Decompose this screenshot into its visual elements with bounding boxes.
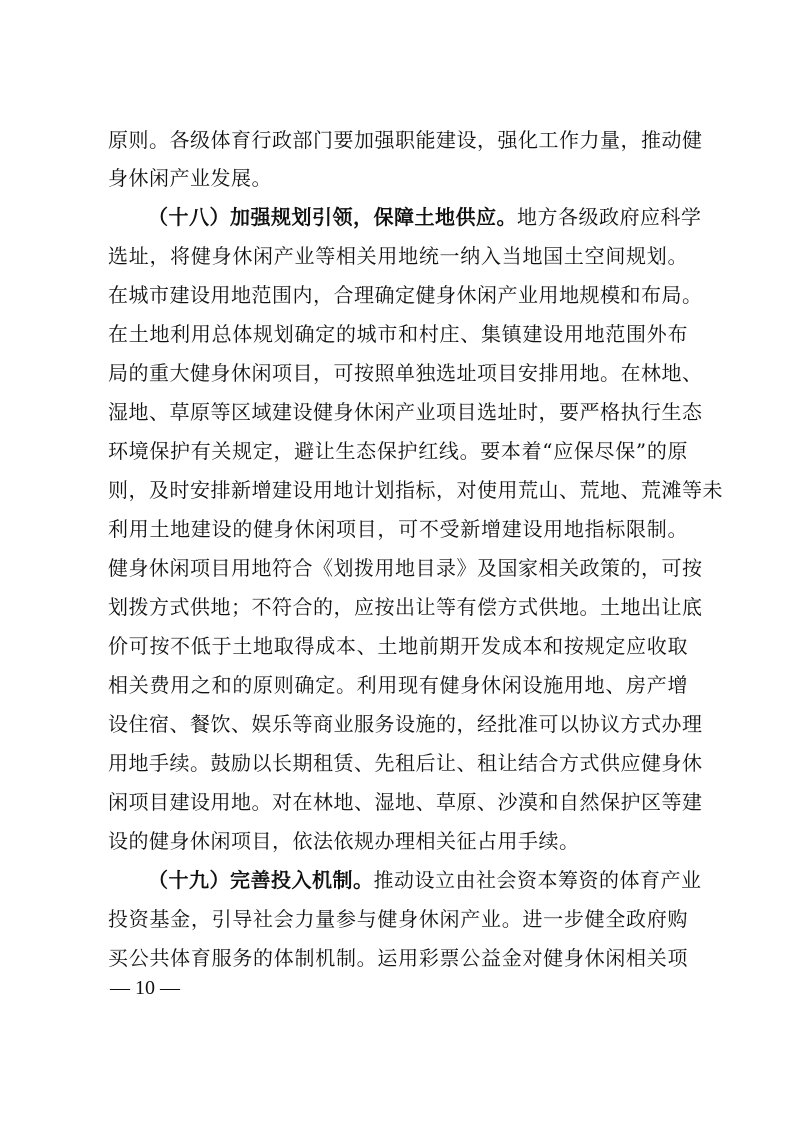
text-line: 健身休闲项目用地符合《划拨用地目录》及国家相关政策的，可按: [108, 556, 703, 580]
text-line: 买公共体育服务的体制机制。运用彩票公益金对健身休闲相关项: [108, 946, 688, 970]
text-line: 在土地利用总体规划确定的城市和村庄、集镇建设用地范围外布: [108, 322, 688, 346]
text-run: 推动设立由社会资本筹资的体育产业: [373, 868, 702, 892]
section-heading-18: （十八）加强规划引领，保障土地供应。: [148, 205, 517, 229]
text-line: 环境保护有关规定，避让生态保护红线。要本着“应保尽保”的原: [108, 439, 688, 463]
text-line: 则，及时安排新增建设用地计划指标，对使用荒山、荒地、荒滩等未: [108, 478, 723, 502]
text-line: 原则。各级体育行政部门要加强职能建设，强化工作力量，推动健: [108, 128, 703, 152]
text-line: 设的健身休闲项目，依法依规办理相关征占用手续。: [108, 829, 580, 853]
text-line: 相关费用之和的原则确定。利用现有健身休闲设施用地、房产增: [108, 673, 688, 697]
paragraph-first-line: [148, 205, 702, 229]
text-line: 身休闲产业发展。: [108, 166, 272, 190]
text-line: 价可按不低于土地取得成本、土地前期开发成本和按规定应收取: [108, 634, 688, 658]
text-line: 选址，将健身休闲产业等相关用地统一纳入当地国土空间规划。: [108, 244, 688, 268]
text-line: 划拨方式供地；不符合的，应按出让等有偿方式供地。土地出让底: [108, 595, 703, 619]
text-line: 局的重大健身休闲项目，可按照单独选址项目安排用地。在林地、: [108, 361, 703, 385]
text-line: 设住宿、餐饮、娱乐等商业服务设施的，经批准可以协议方式办理: [108, 712, 703, 736]
text-line: 投资基金，引导社会力量参与健身休闲产业。进一步健全政府购: [108, 907, 688, 931]
text-line: 在城市建设用地范围内，合理确定健身休闲产业用地规模和布局。: [108, 283, 703, 307]
text-run: 地方各级政府应科学: [517, 205, 702, 229]
page-number: — 10 —: [110, 977, 180, 999]
text-line: 用地手续。鼓励以长期租赁、先租后让、租让结合方式供应健身休: [108, 751, 703, 775]
text-line: 湿地、草原等区域建设健身休闲产业项目选址时，要严格执行生态: [108, 400, 703, 424]
text-line: 闲项目建设用地。对在林地、湿地、草原、沙漠和自然保护区等建: [108, 790, 703, 814]
section-heading-19: （十九）完善投入机制。: [148, 868, 374, 892]
paragraph-first-line: [148, 868, 702, 892]
text-line: 利用土地建设的健身休闲项目，可不受新增建设用地指标限制。: [108, 517, 688, 541]
